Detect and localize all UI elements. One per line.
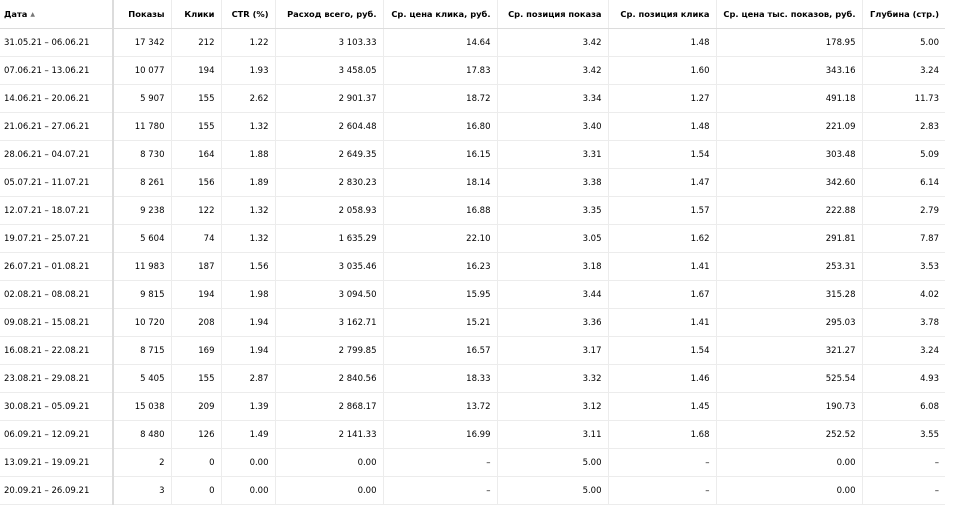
cell-cpc: 15.21 [383,309,497,337]
table-row [0,169,945,197]
cell-avg_pos_impr: 3.34 [497,85,608,113]
cell-depth: 6.14 [862,169,945,197]
cell-impressions: 8 480 [113,421,171,449]
cell-cpm: 315.28 [716,281,862,309]
cell-date: 13.09.21 – 19.09.21 [0,449,113,477]
cell-cost: 3 103.33 [275,29,383,57]
cell-cpc: – [383,449,497,477]
cell-avg_pos_impr: 5.00 [497,449,608,477]
column-header-label: Ср. позиция показа [508,9,602,19]
cell-impressions: 10 720 [113,309,171,337]
cell-depth: 4.02 [862,281,945,309]
cell-cost: 2 799.85 [275,337,383,365]
cell-ctr: 2.62 [221,85,275,113]
cell-cost: 2 830.23 [275,169,383,197]
cell-depth: 2.79 [862,197,945,225]
cell-clicks: 0 [171,477,221,505]
cell-impressions: 11 983 [113,253,171,281]
cell-cost: 2 604.48 [275,113,383,141]
cell-cpm: 295.03 [716,309,862,337]
cell-cpc: 16.99 [383,421,497,449]
cell-ctr: 1.88 [221,141,275,169]
cell-cost: 0.00 [275,477,383,505]
cell-cpc: 16.23 [383,253,497,281]
cell-impressions: 5 405 [113,365,171,393]
cell-depth: 6.08 [862,393,945,421]
cell-depth: 3.78 [862,309,945,337]
cell-avg_pos_click: 1.62 [608,225,716,253]
cell-cost: 3 094.50 [275,281,383,309]
table-row [0,281,945,309]
cell-clicks: 126 [171,421,221,449]
column-header-label: Показы [128,9,165,19]
cell-cpc: 16.88 [383,197,497,225]
cell-impressions: 3 [113,477,171,505]
cell-clicks: 155 [171,113,221,141]
cell-cpm: 222.88 [716,197,862,225]
cell-cpm: 252.52 [716,421,862,449]
cell-ctr: 0.00 [221,477,275,505]
cell-cpm: 190.73 [716,393,862,421]
cell-clicks: 156 [171,169,221,197]
column-header-impressions[interactable] [113,0,171,29]
cell-cpm: 525.54 [716,365,862,393]
cell-cpc: 18.14 [383,169,497,197]
cell-avg_pos_impr: 3.18 [497,253,608,281]
cell-date: 05.07.21 – 11.07.21 [0,169,113,197]
column-header-cost[interactable] [275,0,383,29]
cell-cpc: 22.10 [383,225,497,253]
cell-avg_pos_impr: 3.38 [497,169,608,197]
table-row [0,85,945,113]
cell-date: 16.08.21 – 22.08.21 [0,337,113,365]
cell-avg_pos_click: 1.41 [608,309,716,337]
column-header-depth[interactable] [862,0,945,29]
cell-cost: 2 058.93 [275,197,383,225]
cell-cpm: 291.81 [716,225,862,253]
cell-depth: 3.53 [862,253,945,281]
table-row [0,393,945,421]
cell-cpc: – [383,477,497,505]
cell-cpc: 16.80 [383,113,497,141]
cell-ctr: 1.93 [221,57,275,85]
table-row [0,29,945,57]
cell-ctr: 1.94 [221,309,275,337]
cell-cpm: 0.00 [716,477,862,505]
cell-cost: 2 901.37 [275,85,383,113]
cell-clicks: 122 [171,197,221,225]
cell-ctr: 2.87 [221,365,275,393]
cell-avg_pos_impr: 3.36 [497,309,608,337]
column-header-label: Ср. цена клика, руб. [391,9,491,19]
cell-impressions: 5 907 [113,85,171,113]
cell-avg_pos_impr: 3.31 [497,141,608,169]
table-row [0,197,945,225]
cell-impressions: 8 261 [113,169,171,197]
cell-avg_pos_click: 1.57 [608,197,716,225]
table-row [0,225,945,253]
table-row [0,253,945,281]
cell-avg_pos_impr: 3.42 [497,29,608,57]
cell-avg_pos_impr: 5.00 [497,477,608,505]
cell-date: 06.09.21 – 12.09.21 [0,421,113,449]
cell-ctr: 0.00 [221,449,275,477]
cell-avg_pos_click: 1.68 [608,421,716,449]
cell-cpc: 16.15 [383,141,497,169]
cell-cpc: 14.64 [383,29,497,57]
cell-clicks: 169 [171,337,221,365]
cell-clicks: 194 [171,281,221,309]
header-row [0,0,945,29]
cell-avg_pos_click: 1.46 [608,365,716,393]
cell-avg_pos_click: 1.47 [608,169,716,197]
cell-date: 02.08.21 – 08.08.21 [0,281,113,309]
table-row [0,57,945,85]
cell-date: 26.07.21 – 01.08.21 [0,253,113,281]
cell-avg_pos_click: 1.27 [608,85,716,113]
sort-ascending-icon: ▲ [30,11,36,18]
column-header-cpm[interactable] [716,0,862,29]
cell-depth: 2.83 [862,113,945,141]
cell-cost: 2 840.56 [275,365,383,393]
cell-ctr: 1.32 [221,113,275,141]
cell-date: 09.08.21 – 15.08.21 [0,309,113,337]
cell-ctr: 1.49 [221,421,275,449]
cell-cpm: 343.16 [716,57,862,85]
table-row [0,477,945,505]
cell-cpm: 253.31 [716,253,862,281]
cell-cpm: 491.18 [716,85,862,113]
cell-cpm: 342.60 [716,169,862,197]
cell-avg_pos_impr: 3.05 [497,225,608,253]
column-header-date[interactable] [0,0,113,29]
cell-avg_pos_click: 1.54 [608,141,716,169]
cell-impressions: 10 077 [113,57,171,85]
cell-depth: – [862,477,945,505]
cell-depth: 7.87 [862,225,945,253]
cell-cpc: 18.72 [383,85,497,113]
cell-depth: 3.24 [862,337,945,365]
column-header-label: Расход всего, руб. [287,9,377,19]
cell-avg_pos_click: 1.54 [608,337,716,365]
table-row [0,449,945,477]
cell-clicks: 209 [171,393,221,421]
cell-impressions: 15 038 [113,393,171,421]
column-header-label: Клики [184,9,215,19]
cell-avg_pos_click: 1.48 [608,29,716,57]
cell-date: 19.07.21 – 25.07.21 [0,225,113,253]
cell-impressions: 11 780 [113,113,171,141]
cell-cost: 3 162.71 [275,309,383,337]
cell-ctr: 1.98 [221,281,275,309]
table-row [0,309,945,337]
cell-depth: 5.09 [862,141,945,169]
cell-avg_pos_click: 1.48 [608,113,716,141]
cell-avg_pos_click: 1.41 [608,253,716,281]
cell-cpm: 221.09 [716,113,862,141]
cell-cpc: 13.72 [383,393,497,421]
table-row [0,141,945,169]
column-header-label: Ср. цена тыс. показов, руб. [723,9,856,19]
cell-avg_pos_impr: 3.32 [497,365,608,393]
cell-impressions: 2 [113,449,171,477]
column-header-label: CTR (%) [231,9,269,19]
cell-date: 30.08.21 – 05.09.21 [0,393,113,421]
cell-ctr: 1.39 [221,393,275,421]
cell-avg_pos_impr: 3.11 [497,421,608,449]
cell-clicks: 155 [171,365,221,393]
cell-avg_pos_click: 1.60 [608,57,716,85]
cell-avg_pos_impr: 3.17 [497,337,608,365]
cell-depth: – [862,449,945,477]
cell-depth: 5.00 [862,29,945,57]
table-row [0,365,945,393]
cell-impressions: 9 815 [113,281,171,309]
cell-avg_pos_click: – [608,449,716,477]
cell-date: 07.06.21 – 13.06.21 [0,57,113,85]
cell-cost: 3 458.05 [275,57,383,85]
cell-clicks: 208 [171,309,221,337]
cell-cost: 2 649.35 [275,141,383,169]
column-header-cpc[interactable] [383,0,497,29]
column-header-ctr[interactable] [221,0,275,29]
cell-impressions: 8 730 [113,141,171,169]
column-header-avg_pos_impr[interactable] [497,0,608,29]
cell-ctr: 1.22 [221,29,275,57]
column-header-label: Ср. позиция клика [620,9,710,19]
table-header [0,0,945,29]
table-row [0,113,945,141]
cell-avg_pos_click: 1.67 [608,281,716,309]
column-header-avg_pos_click[interactable] [608,0,716,29]
cell-clicks: 0 [171,449,221,477]
cell-date: 31.05.21 – 06.06.21 [0,29,113,57]
cell-avg_pos_impr: 3.44 [497,281,608,309]
cell-depth: 11.73 [862,85,945,113]
column-header-clicks[interactable] [171,0,221,29]
cell-date: 28.06.21 – 04.07.21 [0,141,113,169]
cell-ctr: 1.94 [221,337,275,365]
cell-date: 21.06.21 – 27.06.21 [0,113,113,141]
cell-cost: 1 635.29 [275,225,383,253]
cell-ctr: 1.56 [221,253,275,281]
column-header-label: Дата [4,9,28,19]
cell-clicks: 194 [171,57,221,85]
cell-avg_pos_impr: 3.12 [497,393,608,421]
cell-date: 12.07.21 – 18.07.21 [0,197,113,225]
cell-avg_pos_impr: 3.35 [497,197,608,225]
cell-ctr: 1.32 [221,197,275,225]
cell-clicks: 164 [171,141,221,169]
cell-cpc: 16.57 [383,337,497,365]
cell-impressions: 8 715 [113,337,171,365]
cell-avg_pos_click: – [608,477,716,505]
cell-depth: 3.55 [862,421,945,449]
column-header-label: Глубина (стр.) [869,9,939,19]
cell-clicks: 155 [171,85,221,113]
cell-ctr: 1.89 [221,169,275,197]
cell-clicks: 74 [171,225,221,253]
cell-depth: 3.24 [862,57,945,85]
cell-avg_pos_impr: 3.42 [497,57,608,85]
cell-cost: 0.00 [275,449,383,477]
cell-cpc: 18.33 [383,365,497,393]
cell-date: 23.08.21 – 29.08.21 [0,365,113,393]
cell-impressions: 5 604 [113,225,171,253]
cell-clicks: 187 [171,253,221,281]
cell-depth: 4.93 [862,365,945,393]
cell-cpm: 321.27 [716,337,862,365]
cell-impressions: 17 342 [113,29,171,57]
cell-cost: 2 868.17 [275,393,383,421]
cell-date: 14.06.21 – 20.06.21 [0,85,113,113]
cell-date: 20.09.21 – 26.09.21 [0,477,113,505]
cell-impressions: 9 238 [113,197,171,225]
cell-cpc: 17.83 [383,57,497,85]
table-body [0,29,945,505]
cell-cpm: 303.48 [716,141,862,169]
table-row [0,421,945,449]
cell-ctr: 1.32 [221,225,275,253]
cell-cpm: 0.00 [716,449,862,477]
cell-cost: 3 035.46 [275,253,383,281]
cell-cpm: 178.95 [716,29,862,57]
cell-clicks: 212 [171,29,221,57]
cell-cost: 2 141.33 [275,421,383,449]
cell-avg_pos_click: 1.45 [608,393,716,421]
cell-cpc: 15.95 [383,281,497,309]
table-row [0,337,945,365]
cell-avg_pos_impr: 3.40 [497,113,608,141]
